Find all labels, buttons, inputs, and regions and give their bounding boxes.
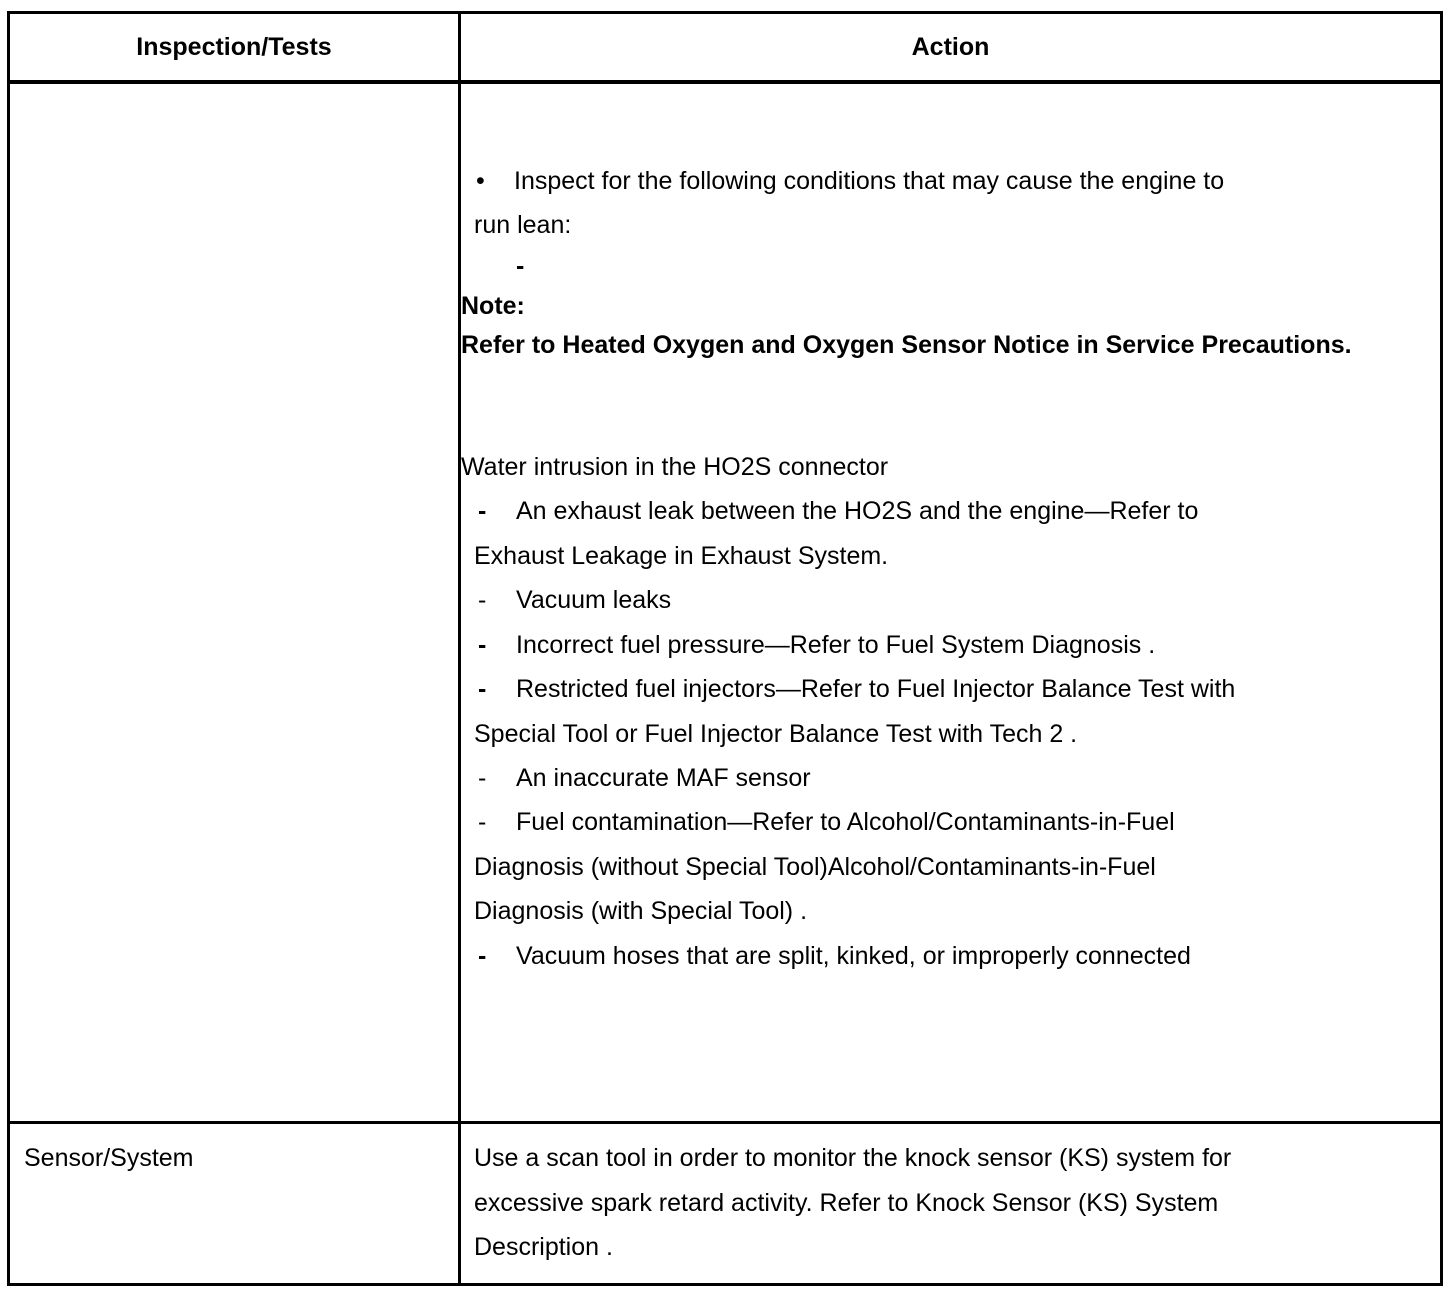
- list-item-line: Diagnosis (with Special Tool) .: [474, 897, 808, 925]
- list-item-line: Vacuum hoses that are split, kinked, or improperly connected: [516, 942, 1191, 970]
- intro-text-line2: run lean:: [474, 211, 572, 239]
- list-dash: -: [478, 586, 487, 614]
- list-item-line: Incorrect fuel pressure—Refer to Fuel System Diagnosis .: [516, 631, 1156, 659]
- list-item-line: Exhaust Leakage in Exhaust System.: [474, 542, 889, 570]
- list-dash: -: [478, 764, 487, 792]
- list-item-line: An exhaust leak between the HO2S and the engine—Refer to: [516, 497, 1199, 525]
- row-divider: [10, 1121, 1440, 1124]
- row2-action-line3: Description .: [474, 1233, 613, 1261]
- note-label: Note:: [461, 292, 525, 320]
- column-divider: [458, 14, 461, 1283]
- list-dash: -: [478, 631, 487, 659]
- list-item-line: Vacuum leaks: [516, 586, 672, 614]
- note-text: Refer to Heated Oxygen and Oxygen Sensor Notice in Service Precautions.: [461, 331, 1352, 359]
- list-dash: -: [478, 497, 487, 525]
- list-item-line: Diagnosis (without Special Tool)Alcohol/Contaminants-in-Fuel: [474, 853, 1156, 881]
- list-dash: -: [478, 808, 487, 836]
- sub-dash: -: [516, 252, 525, 280]
- list-dash: -: [478, 675, 487, 703]
- list-item-line: An inaccurate MAF sensor: [516, 764, 811, 792]
- header-divider: [10, 80, 1440, 84]
- list-item-line: Restricted fuel injectors—Refer to Fuel Injector Balance Test with: [516, 675, 1236, 703]
- header-action: Action: [911, 32, 990, 61]
- list-item-line: Special Tool or Fuel Injector Balance Test with Tech 2 .: [474, 720, 1078, 748]
- header-inspection-tests: Inspection/Tests: [136, 32, 332, 61]
- list-dash: -: [478, 942, 487, 970]
- intro-text-line1: Inspect for the following conditions that may cause the engine to: [514, 167, 1225, 195]
- row2-action-line2: excessive spark retard activity. Refer to Knock Sensor (KS) System: [474, 1189, 1219, 1217]
- row2-action-line1: Use a scan tool in order to monitor the knock sensor (KS) system for: [474, 1144, 1232, 1172]
- list-item-line: Fuel contamination—Refer to Alcohol/Contaminants-in-Fuel: [516, 808, 1175, 836]
- bullet-glyph: •: [476, 167, 485, 195]
- water-intrusion-line: Water intrusion in the HO2S connector: [461, 453, 889, 481]
- row2-inspection-cell: Sensor/System: [24, 1144, 194, 1172]
